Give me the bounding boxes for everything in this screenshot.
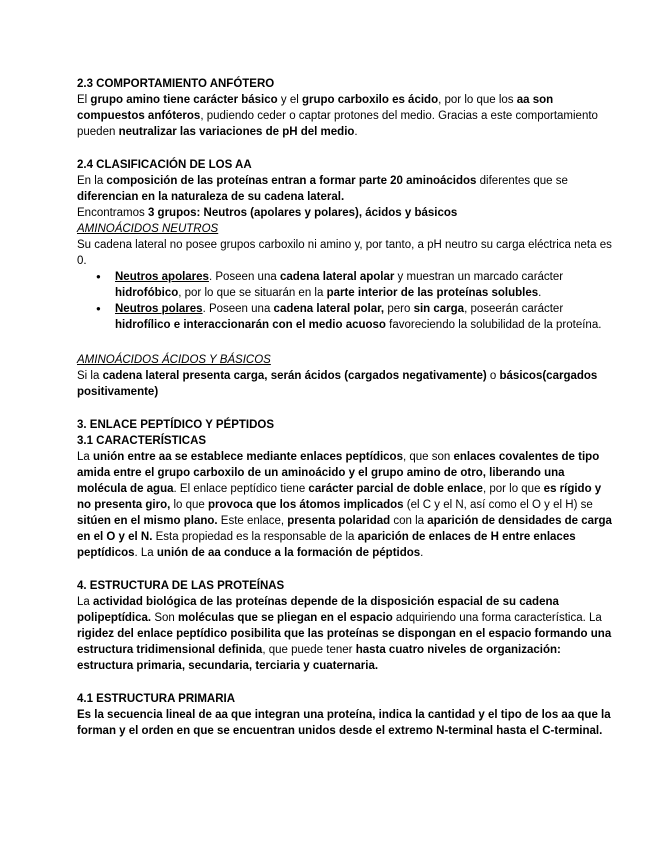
text-run: composición de las proteínas entran a formar parte 20 aminoácidos (106, 175, 477, 187)
text-run: , poseerán carácter (464, 303, 564, 315)
subheading-acidos-basicos: AMINOÁCIDOS ÁCIDOS Y BÁSICOS (77, 354, 271, 366)
bullet-polares (115, 301, 615, 333)
text-run: hidrofílico e interaccionarán con el medio acuoso (115, 319, 386, 331)
text-run: Neutros polares (115, 303, 203, 315)
text-run: sitúen en el mismo plano. (77, 515, 218, 527)
paragraph-4-1 (77, 707, 615, 739)
text-run: , pudiendo ceder o captar protones del medio. Gracias a este comportamiento pueden (77, 110, 598, 138)
text-run: favoreciendo la solubilidad de la proteína. (385, 319, 602, 331)
text-run: moléculas que se pliegan en el espacio (177, 612, 393, 624)
text-run: . La (134, 547, 157, 559)
subheading-neutros: AMINOÁCIDOS NEUTROS (77, 223, 219, 235)
paragraph-2-4-a (77, 173, 615, 205)
text-run: , por lo que (482, 483, 544, 495)
text-run: cadena lateral polar, (273, 303, 385, 315)
text-run: En la (77, 175, 107, 187)
text-run: . (538, 287, 542, 299)
paragraph-4 (77, 594, 615, 674)
text-run: Esta propiedad es la responsable de la (152, 531, 358, 543)
text-run: hidrofóbico (115, 287, 179, 299)
text-run: . Poseen una (208, 271, 280, 283)
text-run: con la (390, 515, 428, 527)
paragraph-2-3 (77, 92, 615, 140)
text-run: cadena lateral apolar (279, 271, 395, 283)
text-run: neutralizar las variaciones de pH del medio (118, 126, 355, 138)
text-run: , que puede tener (262, 644, 356, 656)
text-run: grupo carboxilo es ácido (301, 94, 439, 106)
text-run: parte interior de las proteínas solubles (326, 287, 539, 299)
text-run: La (77, 596, 93, 608)
text-run: Es la secuencia lineal de aa que integran una proteína, indica la cantidad y el tipo de los aa que la forman y el orden en que se encuentran unidos desde el extremo N-terminal hasta el C-terminal. (77, 709, 611, 737)
text-run: aa son compuestos anfóteros (77, 94, 554, 122)
text-run: . El enlace peptídico tiene (173, 483, 309, 495)
text-run: cadena lateral presenta carga, serán ácidos (cargados negativamente) (102, 370, 487, 382)
text-run: presenta polaridad (287, 515, 391, 527)
heading-2-4: 2.4 CLASIFICACIÓN DE LOS AA (77, 159, 252, 171)
text-run: grupo amino tiene carácter básico (90, 94, 278, 106)
text-run: enlaces covalentes de tipo amida entre el grupo carboxilo de un aminoácido y el grupo amino de otro, liberando una molécula de agua (77, 451, 600, 495)
text-run: o (486, 370, 500, 382)
text-run: provoca que los átomos implicados (208, 499, 404, 511)
text-run: . (354, 126, 358, 138)
text-run: sin carga (413, 303, 465, 315)
text-run: aparición de densidades de carga en el O y el N. (77, 515, 612, 543)
text-run: (el C y el N, así como el O y el H) se (403, 499, 593, 511)
text-run: diferentes que se (476, 175, 568, 187)
text-run: unión de aa conduce a la formación de péptidos (156, 547, 421, 559)
text-run: El (77, 94, 91, 106)
text-run: 3 grupos: Neutros (apolares y polares), ácidos y básicos (147, 207, 458, 219)
text-run: La (77, 451, 93, 463)
bullet-apolares (115, 269, 615, 301)
text-run: Este enlace, (217, 515, 288, 527)
paragraph-2-4-b (77, 205, 615, 221)
text-run: , por lo que los (438, 94, 517, 106)
paragraph-3-1 (77, 449, 615, 561)
text-run: lo que (170, 499, 209, 511)
heading-4: 4. ESTRUCTURA DE LAS PROTEÍNAS (77, 580, 285, 592)
text-run: Son (151, 612, 178, 624)
heading-3-1: 3.1 CARACTERÍSTICAS (77, 435, 207, 447)
paragraph-neutros: Su cadena lateral no posee grupos carboxilo ni amino y, por tanto, a pH neutro su carga eléctrica neta es 0. (77, 239, 612, 267)
text-run: diferencian en la naturaleza de su cadena lateral. (77, 191, 345, 203)
heading-3: 3. ENLACE PEPTÍDICO Y PÉPTIDOS (77, 419, 275, 431)
text-run: carácter parcial de doble enlace (308, 483, 483, 495)
text-run: hasta cuatro niveles de organización: estructura primaria, secundaria, terciaria y cuaternaria. (77, 644, 561, 672)
paragraph-acidos-basicos (77, 368, 615, 400)
text-run: Si la (77, 370, 103, 382)
text-run: y muestran un marcado carácter (394, 271, 564, 283)
heading-4-1: 4.1 ESTRUCTURA PRIMARIA (77, 693, 236, 705)
text-run: Encontramos (77, 207, 148, 219)
text-run: y el (277, 94, 302, 106)
text-run: pero (384, 303, 414, 315)
neutros-list (77, 269, 615, 333)
text-run: , que son (402, 451, 454, 463)
text-run: Neutros apolares (115, 271, 209, 283)
text-run: . Poseen una (202, 303, 274, 315)
text-run: . (420, 547, 424, 559)
text-run: es rígido y no presenta giro, (77, 483, 602, 511)
text-run: aparición de enlaces de H entre enlaces peptídicos (77, 531, 576, 559)
text-run: unión entre aa se establece mediante enlaces peptídicos (93, 451, 403, 463)
document-content (77, 76, 615, 739)
text-run: adquiriendo una forma característica. La (392, 612, 602, 624)
text-run: básicos(cargados positivamente) (77, 370, 598, 398)
text-run: , por lo que se situarán en la (178, 287, 327, 299)
text-run: rigidez del enlace peptídico posibilita que las proteínas se dispongan en el espacio formando una estructura tridimensional definida (77, 628, 612, 656)
heading-2-3: 2.3 COMPORTAMIENTO ANFÓTERO (77, 78, 275, 90)
text-run: actividad biológica de las proteínas depende de la disposición espacial de su cadena polipeptídica. (77, 596, 559, 624)
